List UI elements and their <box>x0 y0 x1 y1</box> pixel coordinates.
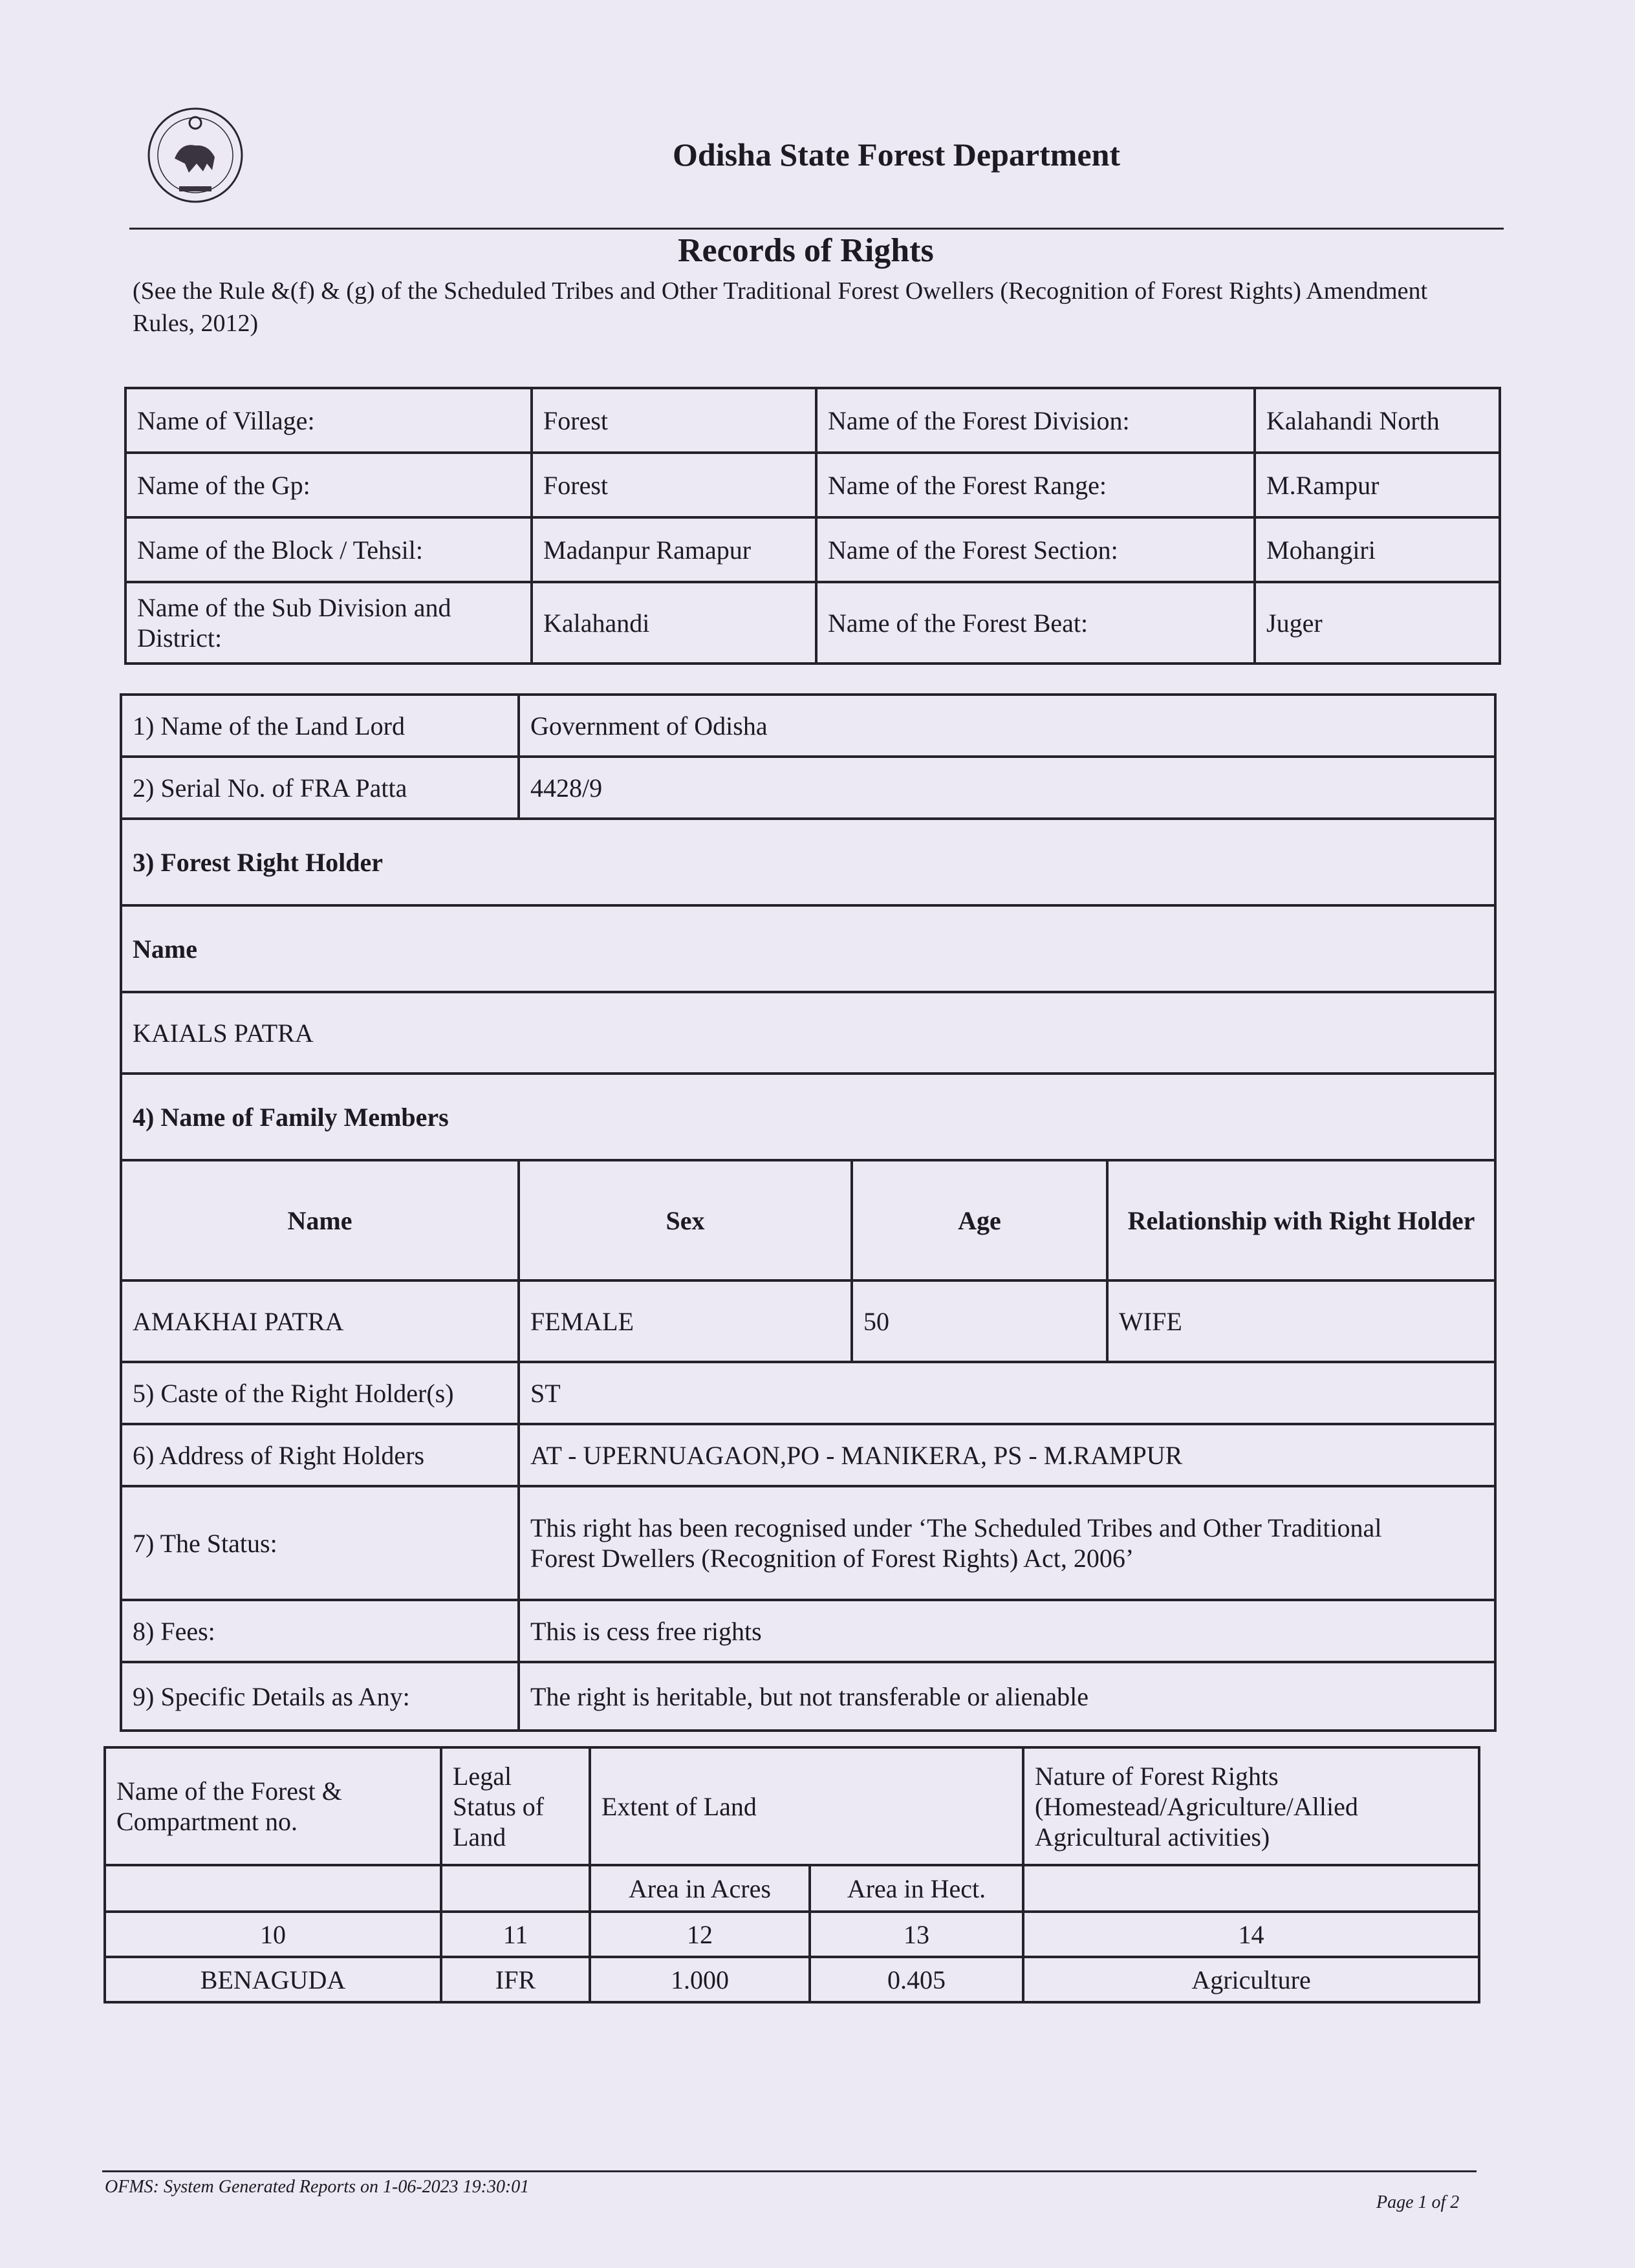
family-heading: 4) Name of Family Members <box>121 1074 1495 1160</box>
forest-section-label: Name of the Forest Section: <box>816 517 1255 582</box>
table-row <box>121 1074 1495 1160</box>
table-row <box>121 1280 1495 1362</box>
column-number: 13 <box>810 1912 1023 1957</box>
area-hect-value: 0.405 <box>810 1957 1023 2002</box>
table-row <box>105 1865 1479 1912</box>
block-label: Name of the Block / Tehsil: <box>125 517 532 582</box>
forest-compartment-header: Name of the Forest & Compartment no. <box>105 1747 441 1865</box>
forest-division-label: Name of the Forest Division: <box>816 388 1255 453</box>
address-value: AT - UPERNUAGAON,PO - MANIKERA, PS - M.RAMPUR <box>519 1424 1495 1486</box>
specific-details-value: The right is heritable, but not transferable or alienable <box>519 1662 1495 1731</box>
family-col-relationship: Relationship with Right Holder <box>1107 1160 1495 1280</box>
landlord-value: Government of Odisha <box>519 695 1495 757</box>
gp-label: Name of the Gp: <box>125 453 532 517</box>
table-row <box>121 1160 1495 1280</box>
name-heading: Name <box>121 905 1495 992</box>
table-row <box>121 1424 1495 1486</box>
subdivision-label: Name of the Sub Division and District: <box>125 582 532 664</box>
column-number: 10 <box>105 1912 441 1957</box>
legal-status-value: IFR <box>441 1957 590 2002</box>
forest-beat-label: Name of the Forest Beat: <box>816 582 1255 664</box>
fees-value: This is cess free rights <box>519 1600 1495 1662</box>
holder-heading: 3) Forest Right Holder <box>121 819 1495 905</box>
table-row <box>125 582 1500 664</box>
table-row <box>121 1662 1495 1731</box>
fees-label: 8) Fees: <box>121 1600 519 1662</box>
generated-timestamp: OFMS: System Generated Reports on 1-06-2023 19:30:01 <box>105 2177 530 2197</box>
location-table <box>124 387 1501 665</box>
table-row <box>105 1912 1479 1957</box>
empty-cell <box>105 1865 441 1912</box>
subdivision-value: Kalahandi <box>532 582 816 664</box>
table-row <box>121 1600 1495 1662</box>
table-row <box>121 695 1495 757</box>
member-name: AMAKHAI PATRA <box>121 1280 519 1362</box>
area-acres-value: 1.000 <box>590 1957 810 2002</box>
table-row <box>125 517 1500 582</box>
area-acres-header: Area in Acres <box>590 1865 810 1912</box>
family-col-age: Age <box>852 1160 1107 1280</box>
footer-divider <box>102 2170 1477 2172</box>
holder-name: KAIALS PATRA <box>121 992 1495 1074</box>
forest-beat-value: Juger <box>1255 582 1500 664</box>
nature-of-rights-header: Nature of Forest Rights (Homestead/Agriculture/Allied Agricultural activities) <box>1023 1747 1479 1865</box>
table-row <box>121 1486 1495 1600</box>
page-number: Page 1 of 2 <box>1376 2192 1460 2212</box>
status-line-1: This right has been recognised under ‘The Scheduled Tribes and Other Traditional <box>530 1513 1382 1542</box>
extent-of-land-header: Extent of Land <box>590 1747 1023 1865</box>
area-hect-header: Area in Hect. <box>810 1865 1023 1912</box>
member-sex: FEMALE <box>519 1280 852 1362</box>
forest-range-label: Name of the Forest Range: <box>816 453 1255 517</box>
header-divider <box>129 228 1504 230</box>
address-label: 6) Address of Right Holders <box>121 1424 519 1486</box>
specific-details-label: 9) Specific Details as Any: <box>121 1662 519 1731</box>
empty-cell <box>1023 1865 1479 1912</box>
landlord-label: 1) Name of the Land Lord <box>121 695 519 757</box>
department-name: Odisha State Forest Department <box>673 136 1121 173</box>
member-relationship: WIFE <box>1107 1280 1495 1362</box>
table-row <box>121 905 1495 992</box>
status-label: 7) The Status: <box>121 1486 519 1600</box>
caste-value: ST <box>519 1362 1495 1424</box>
land-table <box>103 1746 1480 2003</box>
gp-value: Forest <box>532 453 816 517</box>
column-number: 11 <box>441 1912 590 1957</box>
village-label: Name of Village: <box>125 388 532 453</box>
caste-label: 5) Caste of the Right Holder(s) <box>121 1362 519 1424</box>
column-number: 14 <box>1023 1912 1479 1957</box>
family-col-sex: Sex <box>519 1160 852 1280</box>
table-row <box>105 1957 1479 2002</box>
table-row <box>125 453 1500 517</box>
forest-division-value: Kalahandi North <box>1255 388 1500 453</box>
forest-range-value: M.Rampur <box>1255 453 1500 517</box>
rules-reference: (See the Rule &(f) & (g) of the Scheduled Tribes and Other Traditional Forest Owellers (Recognition of Forest Rights) Amendment Rules, 2012) <box>133 277 1428 337</box>
village-value: Forest <box>532 388 816 453</box>
serial-value: 4428/9 <box>519 757 1495 819</box>
table-row <box>121 992 1495 1074</box>
table-row <box>105 1747 1479 1865</box>
empty-cell <box>441 1865 590 1912</box>
block-value: Madanpur Ramapur <box>532 517 816 582</box>
forest-name-value: BENAGUDA <box>105 1957 441 2002</box>
rights-table <box>120 693 1497 1732</box>
nature-of-rights-value: Agriculture <box>1023 1957 1479 2002</box>
odisha-government-seal <box>144 97 247 207</box>
table-row <box>121 1362 1495 1424</box>
column-number: 12 <box>590 1912 810 1957</box>
serial-label: 2) Serial No. of FRA Patta <box>121 757 519 819</box>
family-col-name: Name <box>121 1160 519 1280</box>
member-age: 50 <box>852 1280 1107 1362</box>
table-row <box>121 757 1495 819</box>
table-row <box>125 388 1500 453</box>
table-row <box>121 819 1495 905</box>
document-title: Records of Rights <box>678 232 934 269</box>
forest-section-value: Mohangiri <box>1255 517 1500 582</box>
legal-status-header: Legal Status of Land <box>441 1747 590 1865</box>
status-value <box>519 1486 1495 1600</box>
status-line-2: Forest Dwellers (Recognition of Forest Rights) Act, 2006’ <box>530 1544 1134 1573</box>
